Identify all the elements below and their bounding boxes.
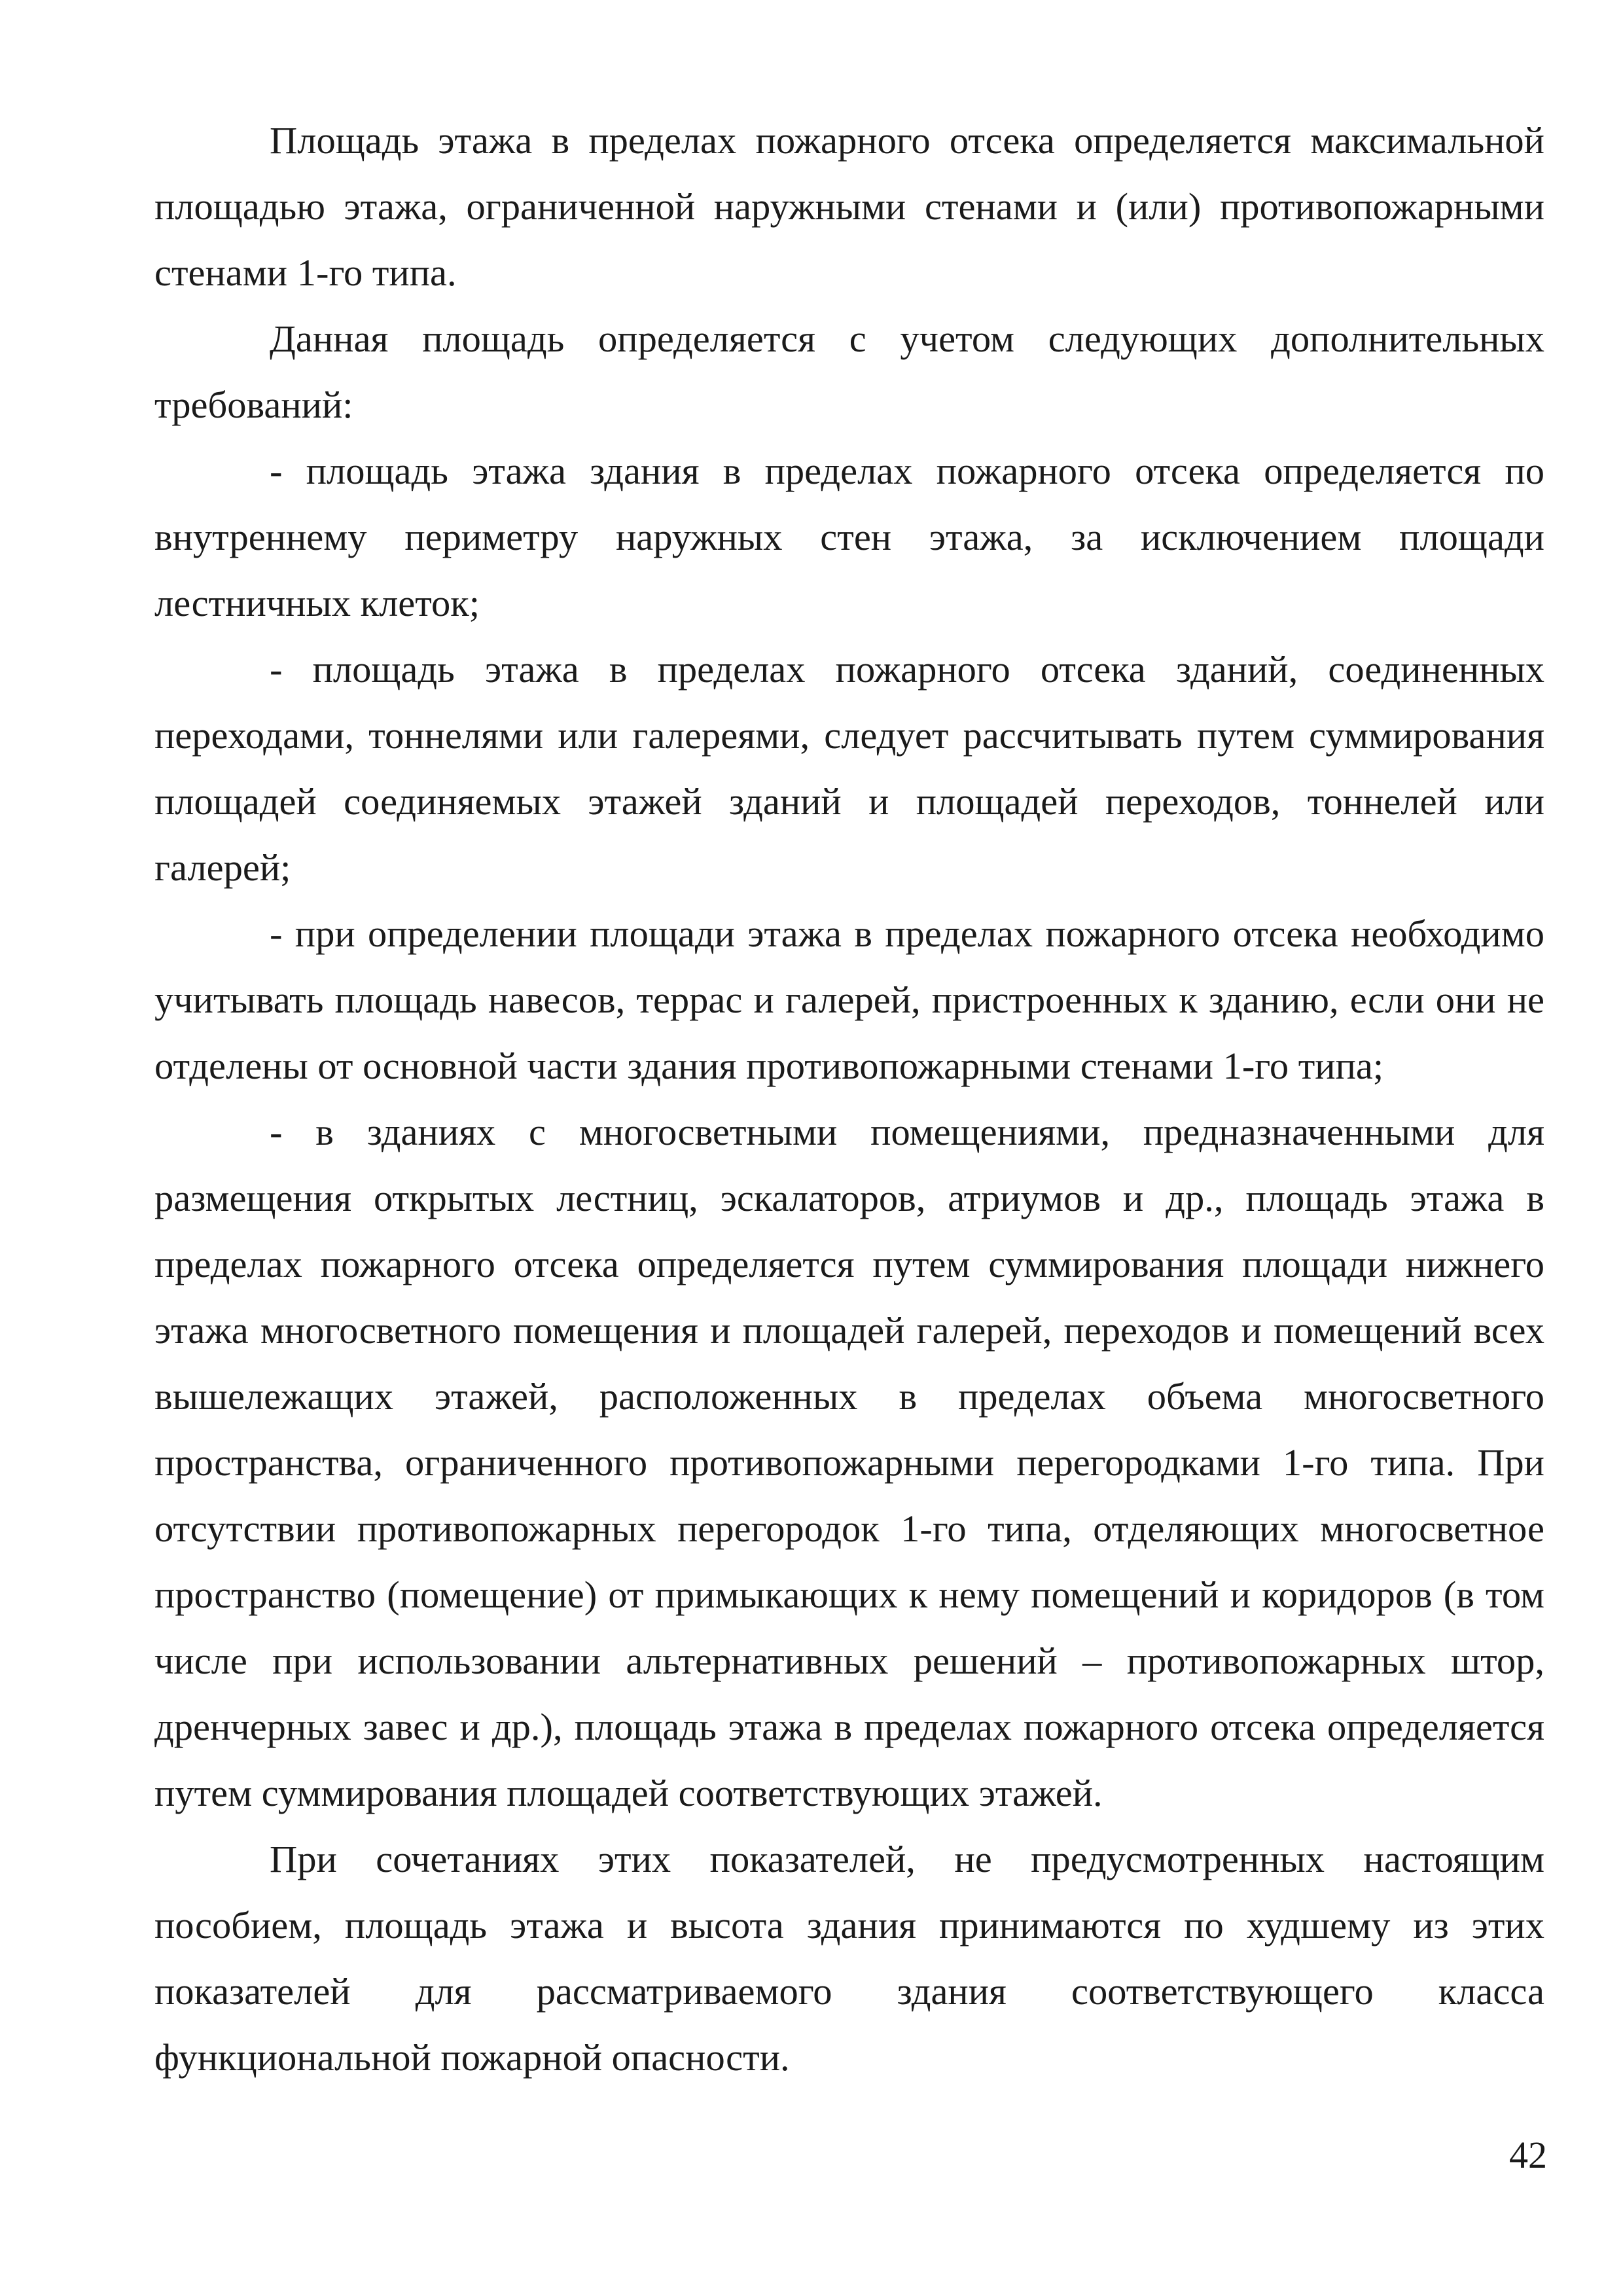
list-item-inner-perimeter: - площадь этажа здания в пределах пожарного отсека определяется по внутреннему периметру наружных стен этажа, за исключением площади лестничных клеток; — [154, 450, 1544, 624]
paragraph-floor-area-definition: Площадь этажа в пределах пожарного отсека определяется максимальной площадью этажа, ограниченной наружными стенами и (или) противопожарными стенами 1-го типа. — [154, 119, 1544, 294]
document-body — [154, 107, 1544, 2090]
paragraph-combined-indicators: При сочетаниях этих показателей, не предусмотренных настоящим пособием, площадь этажа и высота здания принимаются по худшему из этих показателей для рассматриваемого здания соответствующего класса функциональной пожарной опасности. — [154, 1838, 1544, 2079]
paragraph-additional-requirements: Данная площадь определяется с учетом следующих дополнительных требований: — [154, 317, 1544, 426]
list-item-multilight-spaces: - в зданиях с многосветными помещениями, предназначенными для размещения открытых лестниц, эскалаторов, атриумов и др., площадь этажа в пределах пожарного отсека определяется путем суммирования площади нижнего этажа многосветного помещения и площадей галерей, переходов и помещений всех вышележащих этажей, расположенных в пределах объема многосветного пространства, ограниченного противопожарными перегородками 1-го типа. При отсутствии противопожарных перегородок 1-го типа, отделяющих многосветное пространство (помещение) от примыкающих к нему помещений и коридоров (в том числе при использовании альтернативных решений – противопожарных штор, дренчерных завес и др.), площадь этажа в пределах пожарного отсека определяется путем суммирования площадей соответствующих этажей. — [154, 1111, 1544, 1814]
list-item-connected-buildings: - площадь этажа в пределах пожарного отсека зданий, соединенных переходами, тоннелями или галереями, следует рассчитывать путем суммирования площадей соединяемых этажей зданий и площадей переходов, тоннелей или галерей; — [154, 648, 1544, 889]
list-item-canopies-terraces: - при определении площади этажа в пределах пожарного отсека необходимо учитывать площадь навесов, террас и галерей, пристроенных к зданию, если они не отделены от основной части здания противопожарными стенами 1-го типа; — [154, 912, 1544, 1087]
page-number: 42 — [1509, 2134, 1547, 2176]
